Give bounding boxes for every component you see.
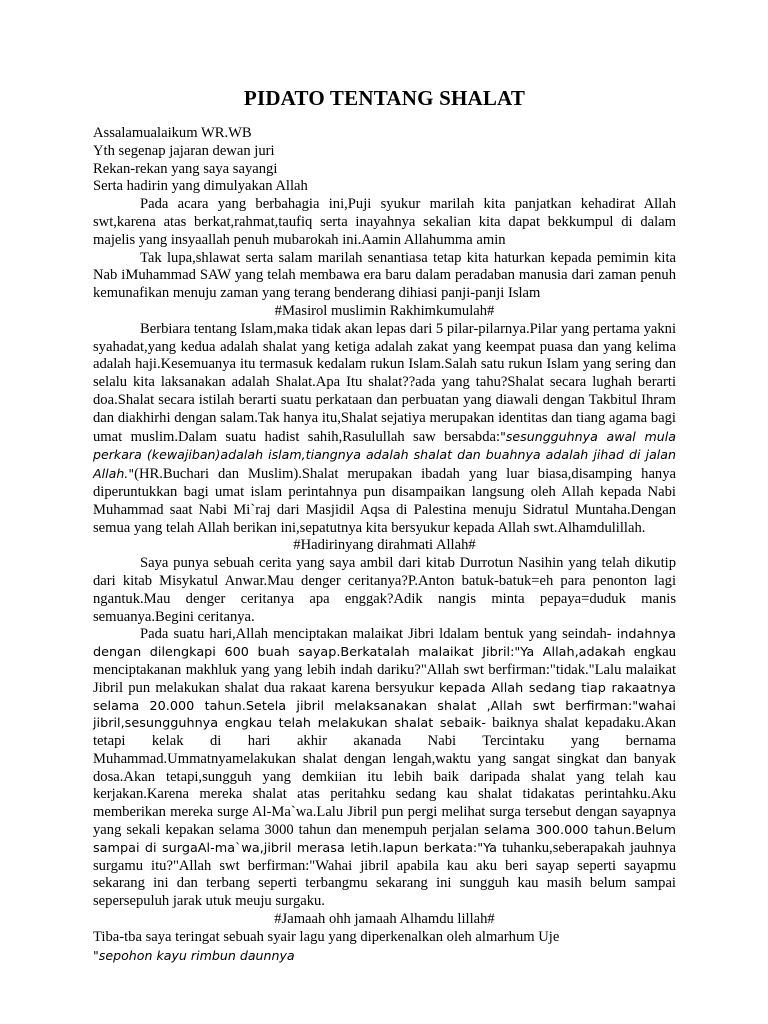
song-lyric: "sepohon kayu rimbun daunnya xyxy=(93,947,295,963)
paragraph-text: Berbiara tentang Islam,maka tidak akan lepas dari 5 pilar-pilarnya.Pilar yang pertama yakni syahadat,yang kedua adalah shalat yang ketiga adalah zakat yang keempat puasa dan yang kelima adalah haji.Kesemuanya itu termasuk kedalam rukun Islam.Salah satu rukun Islam yang sering dan selalu kita laksanakan adalah Shalat.Apa Itu shalat??ada yang tahu?Shalat secara lughah berarti doa.Shalat secara istilah berarti suatu perkataan dan perbuatan yang diawali dengan Takbitul Ihram dan diakhirhi dengan salam.Tak hanya itu,Shalat sejatiya merupakan identitas dan tiang agama bagi umat muslim.Dalam suatu hadist sahih,Rasulullah saw bersabda: xyxy=(93,320,676,445)
paragraph-story-intro: Saya punya sebuah cerita yang saya ambil dari kitab Durrotun Nasihin yang telah dikutip dari kitab Misykatul Anwar.Mau denger ceritanya?P.Anton batuk-batuk=eh para penonton lagi ngantuk.Mau denger ceritanya apa enggak?Adik nangis minta pepaya=duduk manis semuanya.Begini ceritanya. xyxy=(93,555,676,625)
section-heading: #Hadirinyang dirahmati Allah# xyxy=(293,537,476,554)
paragraph-text: engkau menciptakanan makhluk yang yang lebih indah dariku?"Allah swt berfirman:"tidak."Lalu malaikat Jibril pun melakukan shalat dua rakaat karena bersyukur xyxy=(93,644,676,696)
greeting-line: Assalamualaikum WR.WB xyxy=(93,125,252,141)
document-title: PIDATO TENTANG SHALAT xyxy=(243,86,526,110)
paragraph-closing: Tiba-tba saya teringat sebuah syair lagu yang diperkenalkan oleh almarhum Uje xyxy=(93,928,560,945)
greeting-line: Yth segenap jajaran dewan juri xyxy=(93,142,275,159)
section-heading: #Jamaah ohh jamaah Alhamdu lillah# xyxy=(274,911,495,928)
paragraph-shalawat: Tak lupa,shlawat serta salam marilah senantiasa tetap kita haturkan kepada pemimin kita Nab iMuhammad SAW yang telah membawa era baru dalam peradaban manusia dari zaman penuh kemunafikan menuju zaman yang terang benderang dihiasi panji-panji Islam xyxy=(93,249,676,302)
paragraph-story xyxy=(93,626,676,911)
paragraph-text: Pada suatu hari,Allah menciptakan malaikat Jibri ldalam bentuk yang seindah- xyxy=(140,626,612,643)
paragraph-text: indahnya dengan dilengkapi 600 buah sayap.Berkatalah malaikat Jibril:"Ya Allah,adakah xyxy=(93,627,676,661)
paragraph-text: kepada Allah sedang tiap rakaatnya selama 20.000 tahun.Setela jibril melaksanakan shalat ,Allah swt berfirman:"wahai jibril,sesungguhnya engkau telah melakukan shalat sebaik- xyxy=(93,680,677,732)
greeting-line: Serta hadirin yang dimulyakan Allah xyxy=(93,178,308,195)
paragraph-text: tuhanku,seberapakah jauhnya surgamu itu?"Allah swt berfirman:"Wahai jibril apabila kau aku beri sayap seperti sayapmu sekarang ini dan terbang seperti terbangmu sekarang ini sungguh kau masih belum sampai sepersepuluh jarak utuk meuju surgaku. xyxy=(93,839,677,910)
paragraph-islam-pillars xyxy=(93,321,676,538)
paragraph-text: selama 300.000 tahun.Belum sampai di surgaAl-ma`wa,jibril merasa letih.Iapun berkata:"Ya xyxy=(93,823,677,856)
greeting-line: Rekan-rekan yang saya sayangi xyxy=(93,160,278,177)
paragraph-text: (HR.Buchari dan Muslim).Shalat merupakan ibadah yang luar biasa,disamping hanya diperuntukkan bagi umat islam perintahnya pun disampaikan langsung oleh Allah kepada Nabi Muhammad saat Nabi Mi`raj dari Masjidil Aqsa di Palestina menuju Sidratul Muntaha.Dengan semua yang telah Allah berikan ini,sepatutnya kita bersyukur kepada Allah swt.Alhamdulillah. xyxy=(93,466,676,536)
paragraph-opening: Pada acara yang berbahagia ini,Puji syukur marilah kita panjatkan kehadirat Allah swt,karena atas berkat,rahmat,taufiq serta inayahnya sekalian kita dapat bekkumpul di dalam majelis yang insyaallah penuh mubarokah ini.Aamin Allahumma amin xyxy=(93,196,676,248)
section-heading: #Masirol muslimin Rakhimkumulah# xyxy=(274,302,495,319)
hadith-quote: "sesungguhnya awal mula perkara (kewajiban)adalah islam,tiangnya adalah shalat dan buahnya adalah jihad di jalan Allah." xyxy=(93,428,676,482)
paragraph-text: baiknya shalat kepadaku.Akan tetapi kelak di hari akhir akanada Nabi Tercintaku yang bernama Muhammad.Ummatnyamelakukan shalat dengan lengah,waktu yang sangat singkat dan banyak dosa.Akan tetapi,sungguh yang demkiian itu lebih baik daripada shalat yang telah kau kerjakan.Karena mereka shalat atas peritahku sedang kau shalat tidakatas perintahku.Aku memberikan mereka surge Al-Ma`wa.Lalu Jibril pun pergi melihat surga tersebut dengan sayapnya yang sekali kepakan selama 3000 tahun dan menempuh perjalan xyxy=(93,715,676,839)
